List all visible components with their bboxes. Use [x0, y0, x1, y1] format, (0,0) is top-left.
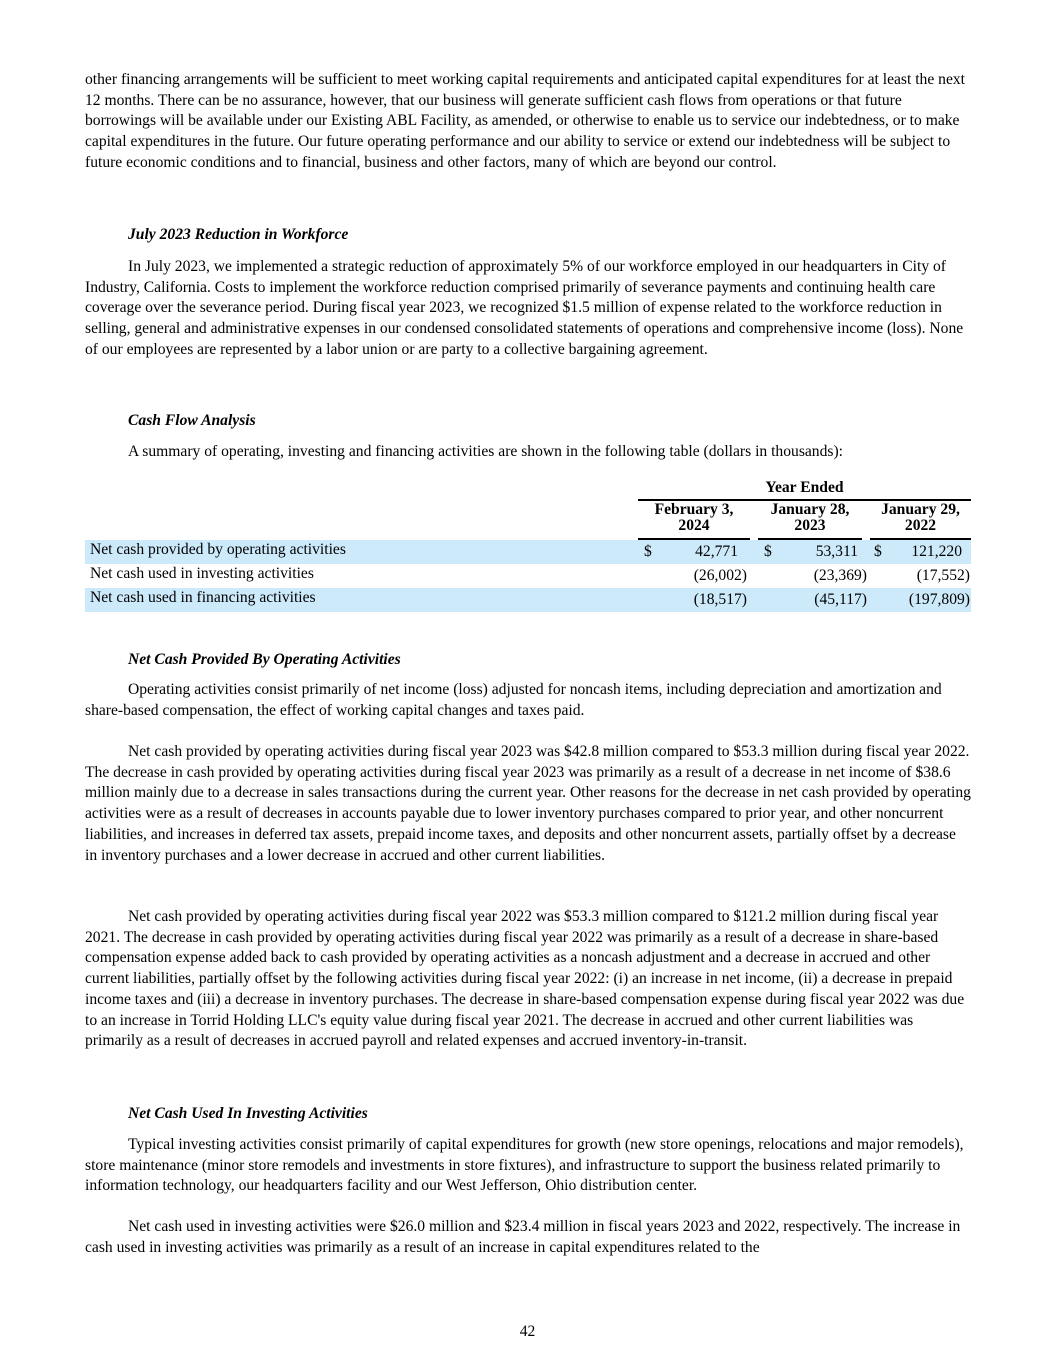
paragraph-cash-flow-intro: A summary of operating, investing and financing activities are shown in the following table (dollars in thousands):: [128, 443, 843, 460]
value-cell: [868, 564, 971, 588]
row-label: Net cash used in investing activities: [90, 565, 314, 582]
cell-value: (23,369): [813, 567, 867, 584]
heading-investing-activities: Net Cash Used In Investing Activities: [128, 1105, 368, 1122]
paragraph-investing-definition: Typical investing activities consist primarily of capital expenditures for growth (new store openings, relocations and major remodels), store maintenance (minor store remodels and investments in store fixtures), and infrastructure to support the business related primarily to information technology, our headquarters facility and our West Jefferson, Ohio distribution center.: [85, 1136, 964, 1195]
heading-cash-flow-analysis: Cash Flow Analysis: [128, 412, 256, 429]
paragraph-investing-2023: Net cash used in investing activities were $26.0 million and $23.4 million in fiscal years 2023 and 2022, respectively. The increase in cash used in investing activities was primarily as a result of an increase in capital expenditures related to the: [85, 1218, 961, 1256]
column-header-line: 2023: [794, 517, 826, 534]
page-number: 42: [519, 1323, 536, 1340]
table-header: [85, 478, 971, 540]
table-row: [85, 588, 971, 612]
currency-symbol: $: [644, 543, 652, 560]
value-cell: [758, 588, 870, 612]
value-cell: [868, 588, 971, 612]
cell-value: (18,517): [693, 591, 747, 608]
currency-symbol: $: [764, 543, 772, 560]
heading-operating-activities: Net Cash Provided By Operating Activities: [128, 651, 401, 668]
paragraph-operating-2022: Net cash provided by operating activities during fiscal year 2022 was $53.3 million compared to $121.2 million during fiscal year 2021. The decrease in cash provided by operating activities during fiscal year 2022 was primarily as a result of a decrease in share-based compensation expense added back to cash provided by operating activities as a noncash adjustment and a decrease in accrued and other current liabilities, partially offset by the following activities during fiscal year 2022: (i) an increase in net income, (ii) a decrease in prepaid income taxes and (iii) a decrease in inventory purchases. The decrease in share-based compensation expense during fiscal year 2022 was due to an increase in Torrid Holding LLC's equity value during fiscal year 2021. The decrease in accrued and other current liabilities was primarily as a result of decreases in accrued payroll and related expenses and accrued inventory-in-transit.: [85, 908, 965, 1050]
cell-value: (197,809): [908, 591, 970, 608]
value-cell: [638, 588, 750, 612]
column-header-2024: [638, 502, 750, 540]
column-header-2023: [758, 502, 862, 540]
year-ended-header: Year Ended: [638, 478, 971, 501]
value-cell: [758, 540, 870, 564]
column-header-line: January 29,: [881, 501, 960, 518]
paragraph-liquidity: other financing arrangements will be sufficient to meet working capital requirements and anticipated capital expenditures for at least the next 12 months. There can be no assurance, however, that our business will generate sufficient cash flows from operations or that future borrowings will be available under our Existing ABL Facility, as amended, or otherwise to enable us to service our indebtedness, or to make capital expenditures in the future. Our future operating performance and our ability to service or extend our indebtedness will be subject to future economic conditions and to financial, business and other factors, many of which are beyond our control.: [85, 71, 966, 171]
value-cell: [638, 540, 750, 564]
cell-value: 42,771: [695, 543, 738, 560]
cell-value: (45,117): [814, 591, 867, 608]
cash-flow-table: [85, 478, 971, 612]
paragraph-workforce-reduction: In July 2023, we implemented a strategic reduction of approximately 5% of our workforce employed in our headquarters in City of Industry, California. Costs to implement the workforce reduction comprised primarily of severance payments and continuing health care coverage over the severance period. During fiscal year 2023, we recognized $1.5 million of expense related to the workforce reduction in selling, general and administrative expenses in our condensed consolidated statements of operations and comprehensive income (loss). None of our employees are represented by a labor union or are party to a collective bargaining agreement.: [85, 258, 964, 358]
row-label: Net cash used in financing activities: [90, 589, 316, 606]
column-header-line: January 28,: [770, 501, 850, 518]
cell-value: 53,311: [815, 543, 858, 560]
column-header-line: 2024: [678, 517, 710, 534]
cell-value: (17,552): [916, 567, 970, 584]
value-cell: [868, 540, 971, 564]
table-row: [85, 564, 971, 588]
cell-value: 121,220: [911, 543, 962, 560]
value-cell: [758, 564, 870, 588]
paragraph-operating-2023: Net cash provided by operating activities during fiscal year 2023 was $42.8 million compared to $53.3 million during fiscal year 2022. The decrease in cash provided by operating activities during fiscal year 2023 was primarily as a result of a decrease in net income of $38.6 million mainly due to a decrease in sales transactions during the current year. Other reasons for the decrease in net cash provided by operating activities were as a result of decreases in accounts payable due to lower inventory purchases compared to prior year, and other noncurrent liabilities, and increases in deferred tax assets, prepaid income taxes, and deposits and other noncurrent assets, partially offset by a decrease in inventory purchases and a lower decrease in accrued and other current liabilities.: [85, 743, 971, 864]
value-cell: [638, 564, 750, 588]
row-label: Net cash provided by operating activities: [90, 541, 346, 558]
table-row: [85, 540, 971, 564]
column-header-2022: [870, 502, 971, 540]
currency-symbol: $: [874, 543, 882, 560]
cell-value: (26,002): [693, 567, 747, 584]
column-header-line: February 3,: [654, 501, 734, 518]
column-header-line: 2022: [904, 517, 937, 534]
heading-workforce-reduction: July 2023 Reduction in Workforce: [128, 226, 349, 243]
paragraph-operating-definition: Operating activities consist primarily of net income (loss) adjusted for noncash items, including depreciation and amortization and share-based compensation, the effect of working capital changes and taxes paid.: [85, 681, 942, 719]
